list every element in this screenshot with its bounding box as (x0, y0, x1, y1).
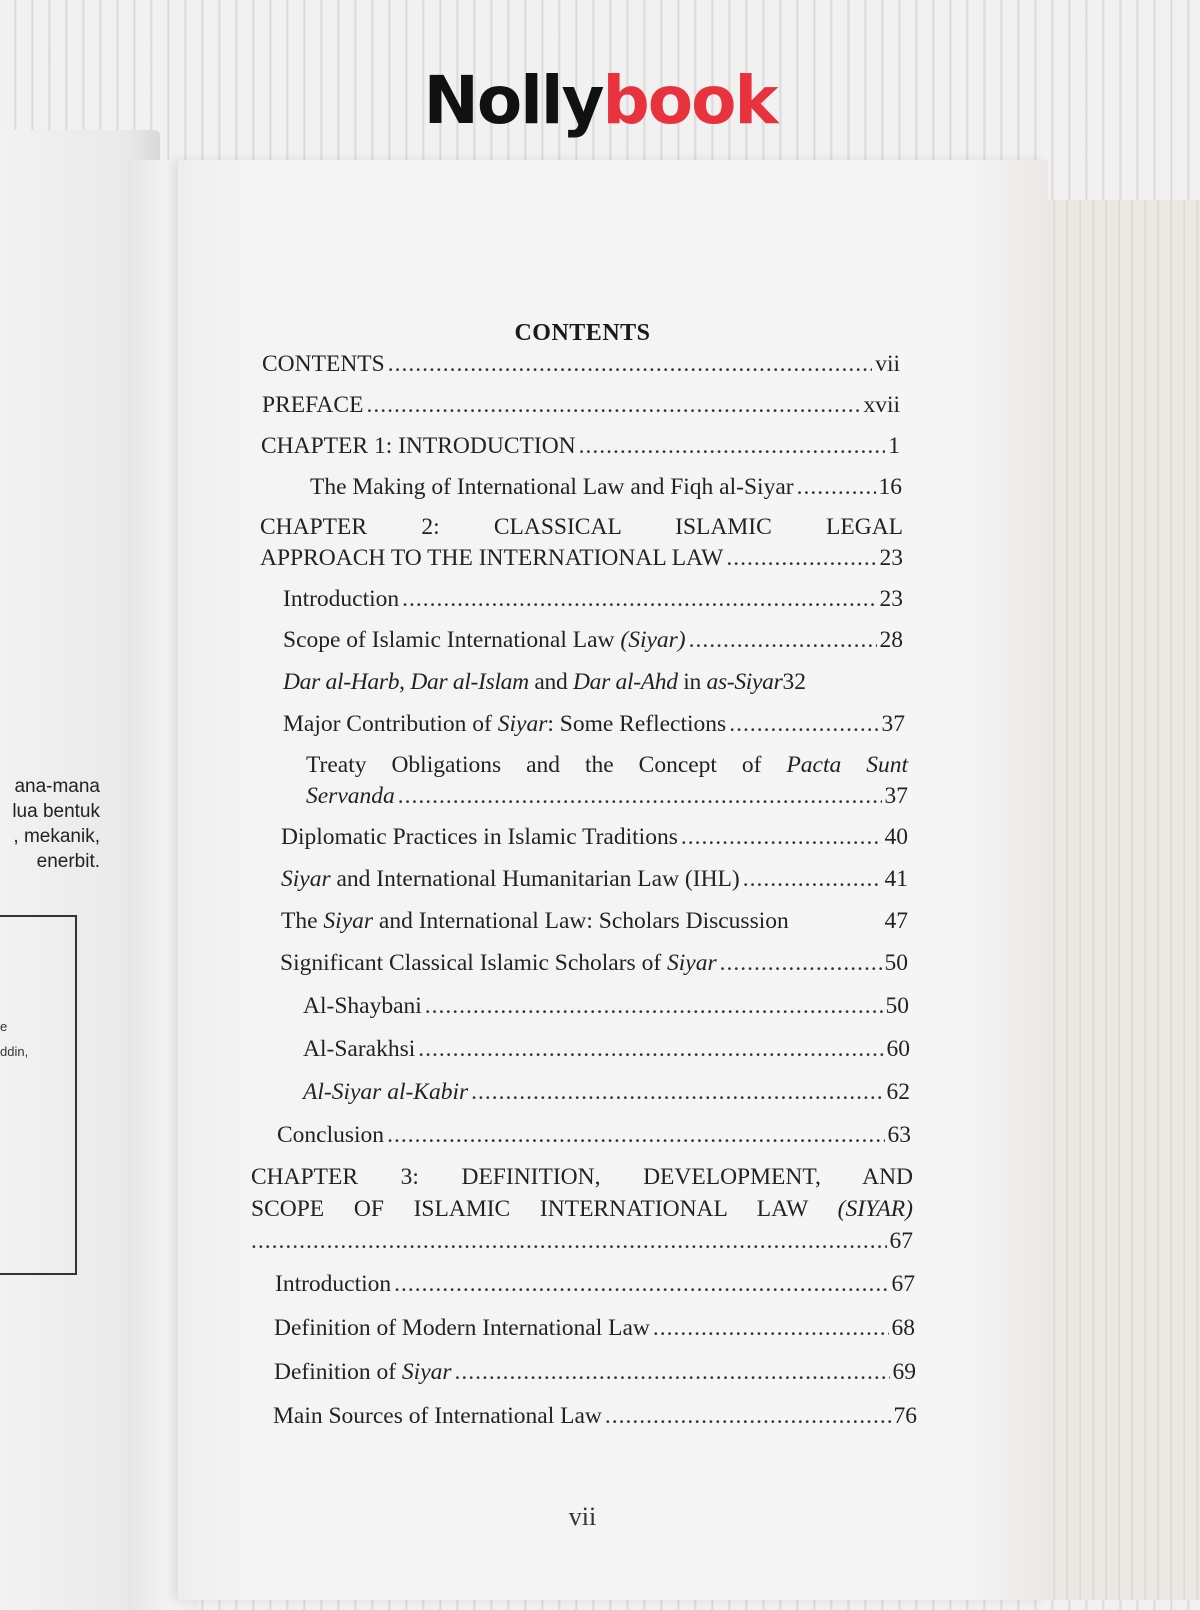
toc-entry-label: and (528, 669, 573, 695)
word: CHAPTER (251, 1164, 359, 1190)
toc-entry-label: in (677, 669, 707, 695)
logo (0, 62, 1200, 139)
toc-entry-page: 32 (782, 669, 806, 695)
toc-entry-label-italic: Siyar (281, 866, 331, 892)
toc-entry-label-italic: Siyar (323, 908, 374, 934)
logo-part-nolly: Nolly (423, 62, 603, 139)
toc-entry-page: 37 (884, 783, 908, 809)
word: SCOPE (251, 1196, 325, 1222)
toc-entry-page: 28 (879, 627, 903, 653)
toc-entry (260, 545, 903, 572)
toc-entry-page: 50 (884, 950, 908, 976)
left-page-text (0, 774, 100, 874)
left-line: enerbit. (36, 851, 100, 872)
left-box-line: e (0, 1019, 8, 1034)
word: ISLAMIC (413, 1196, 511, 1222)
toc-entry (273, 1403, 917, 1430)
toc-entry-page: 1 (888, 433, 900, 459)
toc-entry (281, 866, 908, 893)
word: ISLAMIC (675, 514, 772, 540)
word: LEGAL (826, 514, 904, 540)
toc-entry-label-italic: Siyar (401, 1359, 452, 1385)
page-number: vii (568, 1502, 597, 1531)
toc-entry-label: CHAPTER 1: INTRODUCTION (261, 433, 576, 459)
toc-entry (251, 1228, 913, 1255)
word: (SIYAR) (837, 1196, 913, 1222)
word: of (741, 752, 762, 778)
toc-entry-label: Al-Sarakhsi (303, 1036, 416, 1062)
toc-title: CONTENTS (514, 320, 651, 346)
left-line: , mekanik, (13, 826, 100, 847)
toc-entry (281, 908, 908, 935)
toc-entry-label: The (281, 908, 324, 934)
toc-entry-label-italic: Siyar (497, 711, 548, 737)
toc-entry (274, 1315, 915, 1342)
toc-entry-label: and International Humanitarian Law (IHL) (330, 866, 740, 892)
toc-entry-page: 67 (891, 1271, 915, 1297)
word: Pacta (786, 752, 842, 778)
toc-entry-label-italic: Dar al-Islam (410, 669, 529, 695)
word: 2: (421, 514, 440, 540)
toc-entry (280, 950, 908, 977)
toc-entry-label: The Making of International Law and Fiqh al-Siyar (310, 474, 794, 500)
toc-entry-label-italic: Dar al-Harb (283, 669, 400, 695)
word: Sunt (866, 752, 909, 778)
toc-entry-page: 40 (884, 824, 908, 850)
toc-entry (283, 711, 905, 738)
toc-entry-page: 47 (884, 908, 908, 934)
toc-entry-page: 23 (879, 586, 903, 612)
toc-entry-label: Introduction (275, 1271, 392, 1297)
toc-entry-page: 23 (879, 545, 903, 571)
toc-entry (310, 474, 902, 501)
word: DEVELOPMENT, (643, 1164, 821, 1190)
toc-entry (303, 993, 909, 1020)
toc-entry-line1 (306, 752, 908, 779)
toc-entry-page: 41 (884, 866, 908, 892)
toc-entry-label: PREFACE (262, 392, 364, 418)
toc-entry-label: Al-Shaybani (303, 993, 422, 1019)
word: CLASSICAL (493, 514, 621, 540)
word: INTERNATIONAL (539, 1196, 728, 1222)
toc-entry (281, 824, 908, 851)
toc-entry-page: vii (875, 351, 900, 377)
left-box-line: ddin, (0, 1044, 29, 1059)
toc-entry-label: Definition of Modern International Law (274, 1315, 650, 1341)
toc-entry (261, 433, 900, 460)
toc-entry (283, 669, 905, 696)
toc-entry (262, 392, 900, 419)
toc-entry-label-italic: Dar al-Ahd (572, 669, 678, 695)
word: CHAPTER (260, 514, 368, 540)
toc-entry-page: 63 (887, 1122, 911, 1148)
toc-entry-label: , (399, 669, 411, 695)
toc-entry (262, 351, 900, 378)
toc-entry (283, 627, 903, 654)
word: AND (862, 1164, 914, 1190)
toc-entry-page: 62 (886, 1079, 910, 1105)
page-stack-edge (1030, 200, 1200, 1600)
word: Treaty (306, 752, 367, 778)
toc-entry-label-italic: Siyar (667, 950, 717, 976)
toc-entry (274, 1359, 916, 1386)
toc-entry-label: Significant Classical Islamic Scholars of (280, 950, 668, 976)
word: and (526, 752, 561, 778)
toc-entry (303, 1079, 910, 1106)
left-line: lua bentuk (12, 801, 100, 822)
toc-entry (277, 1122, 911, 1149)
word: OF (353, 1196, 384, 1222)
word: the (584, 752, 614, 778)
word: Obligations (391, 752, 502, 778)
toc-entry-page: 68 (891, 1315, 915, 1341)
toc-entry-label: APPROACH TO THE INTERNATIONAL LAW (260, 545, 724, 571)
toc-entry-line1 (260, 514, 903, 541)
toc-entry-page: xvii (863, 392, 900, 418)
toc-entry-label-italic: Servanda (306, 783, 395, 809)
toc-entry-label: Introduction (283, 586, 400, 612)
toc-entry-page: 16 (878, 474, 902, 500)
toc-entry (283, 586, 903, 613)
toc-entry-label: Major Contribution of (283, 711, 498, 737)
toc-entry-label-italic: (Siyar) (620, 627, 686, 653)
toc-entry-page: 69 (892, 1359, 916, 1385)
toc-entry-label: Definition of (274, 1359, 402, 1385)
toc-entry-page: 50 (885, 993, 909, 1019)
toc-entry-page: 37 (881, 711, 905, 737)
left-page-box (0, 915, 77, 1275)
toc-entry-label-italic: as-Siyar (706, 669, 783, 695)
word: LAW (756, 1196, 808, 1222)
left-line: ana-mana (14, 776, 100, 797)
toc-entry-label: Conclusion (277, 1122, 385, 1148)
toc-entry-label: CONTENTS (262, 351, 385, 377)
toc-entry-line1 (251, 1164, 913, 1191)
toc-entry-line2 (251, 1196, 913, 1223)
word: DEFINITION, (461, 1164, 601, 1190)
toc-entry-label-italic: Al-Siyar al-Kabir (303, 1079, 469, 1105)
toc-entry (275, 1271, 915, 1298)
word: 3: (400, 1164, 419, 1190)
toc-entry-page: 60 (886, 1036, 910, 1062)
toc-entry-page: 76 (893, 1403, 917, 1429)
toc-entry (306, 783, 908, 810)
toc-entry-label: Scope of Islamic International Law (283, 627, 621, 653)
toc-entry (303, 1036, 910, 1063)
toc-entry-label: Diplomatic Practices in Islamic Traditions (281, 824, 678, 850)
toc-entry-page: 67 (889, 1228, 913, 1254)
word: Concept (638, 752, 717, 778)
toc-entry-label: and International Law: Scholars Discussion (373, 908, 789, 934)
logo-part-book: book (602, 62, 777, 139)
toc-entry-label: : Some Reflections (547, 711, 727, 737)
toc-entry-label: Main Sources of International Law (273, 1403, 602, 1429)
